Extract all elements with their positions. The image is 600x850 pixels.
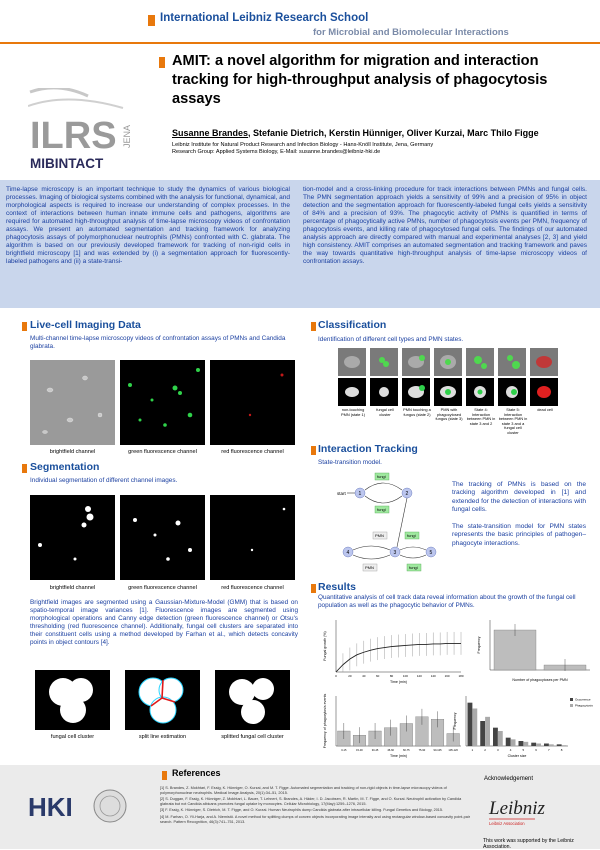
affiliation xyxy=(172,142,472,157)
bar xyxy=(493,728,498,746)
brightfield-image xyxy=(30,360,115,445)
header-rule xyxy=(0,42,600,44)
x-tick-label: 15-30 xyxy=(356,749,363,752)
ilrs-logo xyxy=(28,88,138,176)
class-label: State 4: Interaction between PMN in state 3 and 2 xyxy=(466,407,496,426)
section-accent xyxy=(311,446,316,455)
svg-text:MIBINTACT: MIBINTACT xyxy=(30,156,104,171)
live-caption-2: green fluorescence channel xyxy=(128,449,197,455)
seg-brightfield-image xyxy=(30,495,115,580)
bar xyxy=(544,744,549,747)
ack-text: This work was supported by the Leibniz Association. xyxy=(483,838,574,850)
legend-label: Occurrence xyxy=(575,697,591,702)
svg-text:start: start xyxy=(337,491,346,496)
cluster-caption-2: split line estimation xyxy=(138,734,187,740)
references-list xyxy=(160,786,470,824)
school-name: International Leibniz Research School xyxy=(160,12,369,24)
reference-item: [4] M. Farhan, O. Yli-Harja, and A. Niemistö. A novel method for splitting clumps of convex objects incorporating image intensity and using rectangular window-based concavity point-pair search. Pattern Recognition, 46(3):741–751, 2013. xyxy=(160,814,470,824)
svg-text:2: 2 xyxy=(405,491,409,497)
svg-text:4: 4 xyxy=(346,550,350,556)
reference-item: [2] S. Duggan, F. Essig, K. Hünniger, Z. Mokhtari, L. Bauer, T. Lehnert, S. Brandes, A. Häder, I. D. Jacobsen, R. Martin, M. T. Figge, and O. Kurzai. Neutrophil activation by Candida glabrata but not Candida albicans promotes fungal uptake by monocytes. Cellular Microbiology, 17(May):1259–1276, 2015. xyxy=(160,797,462,806)
x-tick-label: 160 xyxy=(444,674,450,678)
x-tick-label: 8 xyxy=(560,748,563,752)
abstract-col-1: Time-lapse microscopy is an important technique to study the dynamics of various biological processes. Imaging of biological systems combined with the analysis for functional, dynamical, and morphological aspects is required to increase our understanding of complex processes. In the context of interactions between human innate immune cells and pathogens, algorithms are required for automated high-throughput analysis of time-lapse microscopy videos of confrontation assays. We present an automated segmentation and tracking framework for analyzing phagocytosis assays of polymorphonuclear neutrophils (PMNs) confronted with C. glabrata. The algorithm is based on our previously developed framework for tracking of non-rigid cells in brightfield microscopy [1] and was extended by (i) a segmentation approach for fluorescently-labeled pathogens and (ii) a state-transi- xyxy=(6,186,290,266)
x-tick-label: 40 xyxy=(362,674,366,678)
class-label: fungal cell cluster xyxy=(376,407,394,417)
svg-text:fungi: fungi xyxy=(377,474,386,479)
school-subtitle: for Microbial and Biomolecular Interactions xyxy=(313,27,509,38)
svg-text:HKI: HKI xyxy=(28,792,73,822)
svg-text:Leibniz: Leibniz xyxy=(489,798,545,819)
x-tick-label: 2 xyxy=(484,748,486,752)
bar xyxy=(531,743,536,746)
bar xyxy=(485,717,490,746)
bar xyxy=(562,745,567,746)
x-tick-label: 120 xyxy=(416,674,422,678)
abstract-col-2: tion-model and a cross-linking procedure for track interactions between PMNs and fungal cells. The PMN segmentation approach yields a sensitivity of 99% and a precision of 95% in object detection and the segmentation approach for fluorescently-labeled fungal cells yields a sensitivity of 84% and a precision of 93%. The phagocytic activity of PMNs is quantified in terms of percentage of phagocytically active PMNs, number of phagocytosis events per PMN, frequency of phagocytosis events, and killing rate of phagocytosed fungal cells. The findings of our automated analysis approach are directly compared with manual and experimental analyses [2, 3] and yield high consistency. AMIT comprises an automated segmentation and tracking framework and paves the way towards quantitative high-throughput analysis of time-lapse microscopy videos of confrontation assays. xyxy=(303,186,587,266)
other-authors: , Stefanie Dietrich, Kerstin Hünniger, Oliver Kurzai, Marc Thilo Figge xyxy=(248,128,539,138)
references-heading: References xyxy=(172,768,221,778)
live-caption-1: brightfield channel xyxy=(49,449,96,455)
x-tick-label: 4 xyxy=(509,748,512,752)
bar xyxy=(523,742,528,746)
class-label: dead cell xyxy=(537,407,553,412)
bar xyxy=(519,741,524,746)
segmentation-heading: Segmentation xyxy=(30,461,100,473)
splitted-image xyxy=(215,670,290,730)
chart-frequency-time xyxy=(316,690,466,762)
seg-caption-3: red fluorescence channel xyxy=(221,585,284,591)
section-accent xyxy=(162,771,167,780)
bar xyxy=(557,744,562,746)
class-label: non-touching PMN (state 1) xyxy=(341,407,365,417)
chart-cluster-size xyxy=(448,690,594,762)
seg-red-image xyxy=(210,495,295,580)
x-tick-label: 6 xyxy=(535,748,537,752)
bar xyxy=(468,703,473,746)
x-axis-label: Time (min) xyxy=(389,754,408,758)
svg-text:fungi: fungi xyxy=(377,507,386,512)
svg-text:3: 3 xyxy=(393,550,397,556)
svg-text:PMN: PMN xyxy=(375,533,384,538)
cluster-caption-1: fungal cell cluster xyxy=(50,734,95,740)
cluster-caption-3: splitted fungal cell cluster xyxy=(221,734,284,740)
x-tick-label: 7 xyxy=(548,748,550,752)
bar xyxy=(511,739,516,746)
cluster-image xyxy=(35,670,110,730)
seg-caption-1: brightfield channel xyxy=(49,585,96,591)
svg-text:5: 5 xyxy=(429,550,433,556)
bar xyxy=(549,744,554,746)
bar xyxy=(472,709,477,747)
bar xyxy=(480,721,485,746)
svg-text:Leibniz Association: Leibniz Association xyxy=(489,821,525,826)
x-axis-label: Time (min) xyxy=(389,680,408,684)
x-tick-label: 30-45 xyxy=(371,749,379,752)
svg-text:ILRS: ILRS xyxy=(30,115,117,157)
leibniz-logo xyxy=(487,790,577,830)
x-tick-label: 1 xyxy=(471,748,474,752)
header-accent xyxy=(148,15,155,26)
interaction-para-1: The tracking of PMNs is based on the tracking algorithm developed in [1] and extended for the detection of interactions with fungal cells. xyxy=(452,481,586,513)
x-tick-label: 5 xyxy=(522,748,525,752)
class-label: State 5: Interaction between PMN in state 3 and a fungal cell cluster xyxy=(498,407,528,435)
x-tick-label: 20 xyxy=(348,674,352,678)
y-axis-label: Frequency xyxy=(477,636,481,654)
results-heading: Results xyxy=(318,581,356,593)
y-axis-label: Fungal growth (%) xyxy=(323,631,327,661)
classification-heading: Classification xyxy=(318,319,387,331)
x-tick-label: 60 xyxy=(375,674,380,678)
bar xyxy=(506,738,511,746)
legend-label: Phagocytosis xyxy=(575,703,593,708)
y-axis-label: Frequency of phagocytosis events xyxy=(323,693,327,749)
legend-swatch xyxy=(570,698,573,701)
affiliation-group: Research Group: Applied Systems Biology, E-Mail: susanne.brandes@leibniz-hki.de xyxy=(172,149,381,156)
live-caption-3: red fluorescence channel xyxy=(221,449,284,455)
hki-logo xyxy=(26,788,90,824)
segmentation-paragraph: Brightfield images are segmented using a Gaussian-Mixture-Model (GMM) that is based on spatio-temporal image variances [1]. Fluorescence images are segmented using morphological operations and Canny edge detection (green fluorescence channel) or Otsu's thresholding (red fluorescence channel). Additionally, fungal cell clusters are separated into their constituent cells using a method developed by Farhan et al., which detects concavity points in object contours [4]. xyxy=(30,599,298,646)
chart-phagocytoses xyxy=(476,614,594,686)
x-tick-label: 45-60 xyxy=(387,749,395,752)
seg-caption-2: green fluorescence channel xyxy=(128,585,197,591)
class-label: PMN with phagocytosed fungus (state 3) xyxy=(435,407,463,422)
live-text: Multi-channel time-lapse microscopy videos of confrontation assays of PMNs and Candida glabrata. xyxy=(30,335,286,350)
chart-growth xyxy=(316,614,466,686)
interaction-para-2: The state-transition model for PMN states represents the basic principles of pathogen–phagocyte interactions. xyxy=(452,523,586,547)
x-tick-label: 3 xyxy=(497,748,499,752)
bar xyxy=(536,744,541,747)
affiliation-institute: Leibniz Institute for Natural Product Research and Infection Biology - Hans-Knöll Institute, Jena, Germany xyxy=(172,142,434,148)
x-tick-label: 100 xyxy=(402,674,408,678)
classification-text: Identification of different cell types and PMN states. xyxy=(318,336,464,343)
interaction-text: State-transition model. xyxy=(318,459,382,466)
results-text: Quantitative analysis of cell track data reveal information about the growth of the fungal cell population as well as the phagocytic behavior of PMNs. xyxy=(318,594,576,609)
red-channel-image xyxy=(210,360,295,445)
segmentation-text: Individual segmentation of different channel images. xyxy=(30,477,178,484)
x-tick-label: 75-90 xyxy=(418,749,426,752)
svg-text:fungi: fungi xyxy=(407,533,416,538)
x-tick-label: 60-75 xyxy=(402,749,410,752)
reference-item: [1] S. Brandes, Z. Mokhtari, F. Essig, K. Hünniger, O. Kurzai, and M. T. Figge. Automated segmentation and tracking of non-rigid objects in time-lapse microscopy videos of polymorphonuclear neutrophils. Medical Image Analysis, 20(1):34–51, 2015. xyxy=(160,786,447,795)
x-tick-label: 140 xyxy=(430,674,436,678)
legend-swatch xyxy=(570,704,573,707)
section-accent xyxy=(22,464,27,473)
x-tick-label: 105-120 xyxy=(448,749,458,752)
section-accent xyxy=(311,584,316,593)
svg-text:PMN: PMN xyxy=(365,565,374,570)
x-tick-label: 180 xyxy=(458,674,464,678)
classification-tiles xyxy=(338,348,558,406)
split-line-image xyxy=(125,670,200,730)
bar xyxy=(498,731,503,746)
svg-text:1: 1 xyxy=(358,491,362,497)
first-author: Susanne Brandes xyxy=(172,128,249,138)
x-tick-label: 0-15 xyxy=(341,749,347,752)
state-transition-diagram xyxy=(335,468,445,578)
svg-text:JENA: JENA xyxy=(122,124,132,148)
x-tick-label: 0 xyxy=(335,674,337,678)
reference-item: [3] F. Essig, K. Hünniger, S. Dietrich, M. T. Figge, and O. Kurzai. Human Neutrophils dump Candida glabrata after intracellular killing. Fungal Genetics and Biology, 2015. xyxy=(160,808,444,813)
university-seal xyxy=(92,788,128,824)
class-label: PMN touching a fungus (state 2) xyxy=(403,407,431,417)
x-axis-label: Number of phagocytoses per PMN xyxy=(512,678,568,682)
ack-heading: Acknowledgement xyxy=(484,776,534,782)
x-tick-label: 80 xyxy=(389,674,394,678)
green-channel-image xyxy=(120,360,205,445)
x-tick-label: 90-105 xyxy=(433,749,442,752)
authors xyxy=(172,128,539,138)
poster-title: AMIT: a novel algorithm for migration and interaction tracking for high-throughput analysis of phagocytosis assays xyxy=(172,53,548,107)
svg-text:fungi: fungi xyxy=(409,565,418,570)
y-axis-label: Frequency xyxy=(453,712,457,730)
title-accent xyxy=(159,57,165,68)
seg-green-image xyxy=(120,495,205,580)
x-axis-label: Cluster size xyxy=(507,754,527,758)
live-heading: Live-cell Imaging Data xyxy=(30,319,141,331)
section-accent xyxy=(22,322,27,331)
section-accent xyxy=(311,322,316,331)
interaction-heading: Interaction Tracking xyxy=(318,443,418,455)
